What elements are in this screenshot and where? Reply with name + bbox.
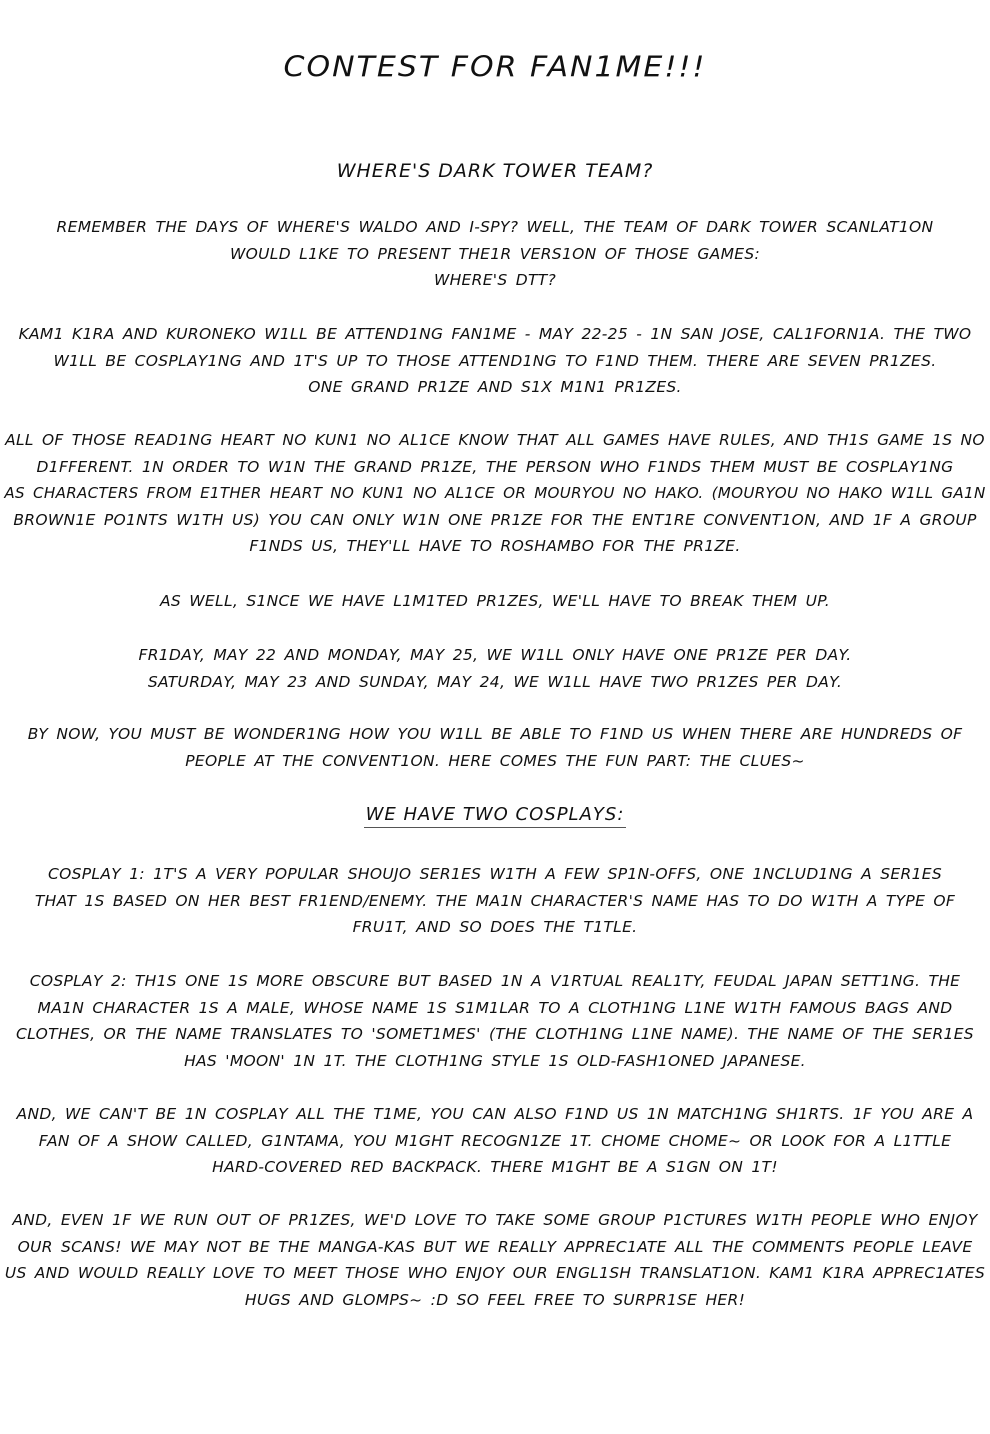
closing-line: OUR SCANS! WE MAY NOT BE THE MANGA-KAS BUT WE REALLY APPREC1ATE ALL THE COMMENTS PEOPLE LEAVE <box>17 1237 973 1256</box>
cosplays-heading-text: WE HAVE TWO COSPLAYS: <box>364 804 627 828</box>
attending-line: ONE GRAND PR1ZE AND S1X M1N1 PR1ZES. <box>308 378 682 396</box>
attending-line: W1LL BE COSPLAY1NG AND 1T'S UP TO THOSE ATTEND1NG TO F1ND THEM. THERE ARE SEVEN PR1ZES. <box>53 351 937 370</box>
rules-line: AS CHARACTERS FROM E1THER HEART NO KUN1 NO AL1CE OR MOURYOU NO HAKO. (MOURYOU NO HAKO W1LL GA1N <box>4 484 986 502</box>
clues-intro-line: PEOPLE AT THE CONVENT1ON. HERE COMES THE FUN PART: THE CLUES~ <box>185 751 805 770</box>
cosplay2-line: COSPLAY 2: TH1S ONE 1S MORE OBSCURE BUT BASED 1N A V1RTUAL REAL1TY, FEUDAL JAPAN SETT1NG. THE <box>29 972 961 990</box>
rules-line: D1FFERENT. 1N ORDER TO W1N THE GRAND PR1ZE, THE PERSON WHO F1NDS THEM MUST BE COSPLAY1NG <box>36 457 954 476</box>
clues-intro-line: BY NOW, YOU MUST BE WONDER1NG HOW YOU W1LL BE ABLE TO F1ND US WHEN THERE ARE HUNDREDS OF <box>27 725 963 743</box>
clues-intro-paragraph <box>0 721 990 774</box>
closing-line: HUGS AND GLOMPS~ :D SO FEEL FREE TO SURPR1SE HER! <box>244 1290 746 1309</box>
attending-paragraph <box>0 321 990 401</box>
shirts-line: FAN OF A SHOW CALLED, G1NTAMA, YOU M1GHT RECOGN1ZE 1T. CHOME CHOME~ OR LOOK FOR A L1TTLE <box>38 1131 952 1150</box>
schedule-line: FR1DAY, MAY 22 AND MONDAY, MAY 25, WE W1LL ONLY HAVE ONE PR1ZE PER DAY. <box>138 646 852 664</box>
intro-paragraph <box>0 214 990 294</box>
closing-line: US AND WOULD REALLY LOVE TO MEET THOSE WHO ENJOY OUR ENGL1SH TRANSLAT1ON. KAM1 K1RA APPREC1ATES <box>4 1264 986 1282</box>
rules-paragraph <box>0 427 990 560</box>
rules-line: F1NDS US, THEY'LL HAVE TO ROSHAMBO FOR THE PR1ZE. <box>249 537 741 555</box>
cosplay1-line: THAT 1S BASED ON HER BEST FR1END/ENEMY. THE MA1N CHARACTER'S NAME HAS TO DO W1TH A TYPE OF <box>34 891 956 910</box>
cosplay2-line: HAS 'MOON' 1N 1T. THE CLOTH1NG STYLE 1S OLD-FASH1ONED JAPANESE. <box>184 1051 806 1070</box>
shirts-line: AND, WE CAN'T BE 1N COSPLAY ALL THE T1ME, YOU CAN ALSO F1ND US 1N MATCH1NG SH1RTS. 1F YOU ARE A <box>16 1105 974 1123</box>
prizes-split-paragraph <box>0 588 990 615</box>
rules-line: BROWN1E PO1NTS W1TH US) YOU CAN ONLY W1N ONE PR1ZE FOR THE ENT1RE CONVENT1ON, AND 1F A GROUP <box>13 510 977 529</box>
intro-line: REMEMBER THE DAYS OF WHERE'S WALDO AND I-SPY? WELL, THE TEAM OF DARK TOWER SCANLAT1ON <box>56 218 934 236</box>
intro-line: WHERE'S DTT? <box>433 271 557 289</box>
closing-paragraph <box>0 1207 990 1313</box>
intro-line: WOULD L1KE TO PRESENT THE1R VERS1ON OF THOSE GAMES: <box>229 244 760 263</box>
cosplay2-line: CLOTHES, OR THE NAME TRANSLATES TO 'SOMET1MES' (THE CLOTH1NG L1NE NAME). THE NAME OF THE SER1ES <box>16 1025 974 1043</box>
attending-line: KAM1 K1RA AND KURONEKO W1LL BE ATTEND1NG FAN1ME - MAY 22-25 - 1N SAN JOSE, CAL1FORN1A. THE TWO <box>18 325 972 343</box>
cosplays-heading <box>0 804 990 828</box>
cosplay1-paragraph <box>0 861 990 941</box>
cosplay1-line: FRU1T, AND SO DOES THE T1TLE. <box>352 918 638 936</box>
prizes-split-line: AS WELL, S1NCE WE HAVE L1M1TED PR1ZES, WE'LL HAVE TO BREAK THEM UP. <box>160 592 830 610</box>
closing-line: AND, EVEN 1F WE RUN OUT OF PR1ZES, WE'D LOVE TO TAKE SOME GROUP P1CTURES W1TH PEOPLE WHO ENJOY <box>12 1211 978 1229</box>
cosplay1-line: COSPLAY 1: 1T'S A VERY POPULAR SHOUJO SER1ES W1TH A FEW SP1N-OFFS, ONE 1NCLUD1NG A SER1ES <box>48 865 942 883</box>
schedule-line: SATURDAY, MAY 23 AND SUNDAY, MAY 24, WE W1LL HAVE TWO PR1ZES PER DAY. <box>147 672 843 691</box>
shirts-paragraph <box>0 1101 990 1181</box>
page-title: CONTEST FOR FAN1ME!!! <box>283 50 707 85</box>
shirts-line: HARD-COVERED RED BACKPACK. THERE M1GHT BE A S1GN ON 1T! <box>212 1158 778 1176</box>
cosplay2-line: MA1N CHARACTER 1S A MALE, WHOSE NAME 1S S1M1LAR TO A CLOTH1NG L1NE W1TH FAMOUS BAGS AND <box>37 998 953 1017</box>
page-subtitle: WHERE'S DARK TOWER TEAM? <box>336 160 654 182</box>
rules-line: ALL OF THOSE READ1NG HEART NO KUN1 NO AL1CE KNOW THAT ALL GAMES HAVE RULES, AND TH1S GAME 1S NO <box>5 431 985 449</box>
cosplay2-paragraph <box>0 968 990 1074</box>
schedule-paragraph <box>0 642 990 695</box>
